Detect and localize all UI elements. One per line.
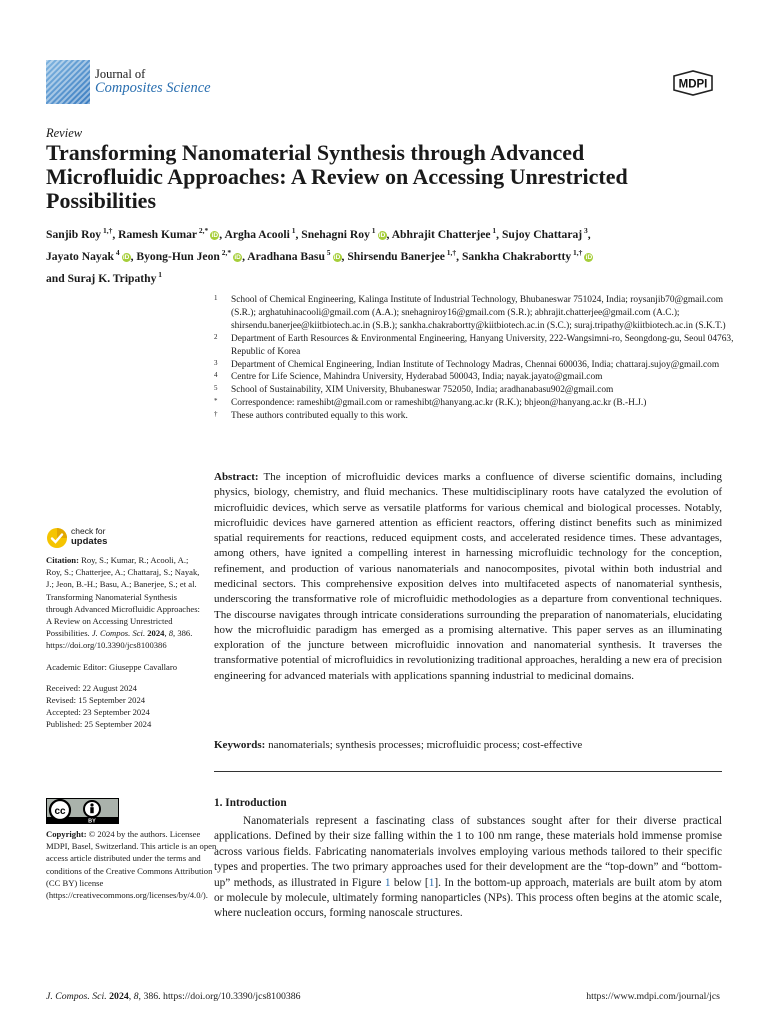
author xyxy=(136,247,242,263)
affiliation-text: Correspondence: rameshibt@gmail.com or rameshibt@hanyang.ac.kr (R.K.); bhjeon@hanyang.ac.kr (B.-H.J.) xyxy=(231,398,647,409)
mdpi-logo-text: MDPI xyxy=(678,78,708,91)
author xyxy=(224,228,295,241)
cc-by-license-icon[interactable] xyxy=(46,798,119,824)
section-divider xyxy=(214,771,722,772)
author-name: Aradhana Basu xyxy=(247,249,325,263)
affiliation-item xyxy=(214,333,734,359)
author-affiliation-mark: 1 xyxy=(490,226,497,235)
keywords-text: nanomaterials; synthesis processes; microfluidic process; cost-effective xyxy=(268,739,583,751)
affiliation-mark: 2 xyxy=(214,332,218,341)
citation-link[interactable]: 1 xyxy=(428,876,435,889)
check-updates-icon xyxy=(46,527,68,549)
author-name: Jayato Nayak xyxy=(46,249,114,263)
author-affiliation-mark: 1 xyxy=(289,226,296,235)
author-affiliation-mark: 1,† xyxy=(444,247,457,257)
author-affiliation-mark: 1,† xyxy=(101,226,113,235)
footer-doi-link[interactable]: , 386. https://doi.org/10.3390/jcs8100386 xyxy=(138,991,301,1002)
affiliation-mark: 1 xyxy=(214,294,218,302)
author-name: Sujoy Chattaraj xyxy=(501,227,583,241)
date-revised: Revised: 15 September 2024 xyxy=(46,695,146,706)
author-affiliation-mark: 2,* xyxy=(219,247,232,257)
author-affiliation-mark: 1 xyxy=(369,226,376,235)
affiliation-item xyxy=(214,359,734,372)
journal-logo-icon xyxy=(46,60,90,104)
keywords xyxy=(214,738,722,753)
affiliation-text: School of Sustainability, XIM University, Bhubaneswar 752050, India; aradhanabasu902@gmail.com xyxy=(231,385,614,396)
figure-link[interactable]: 1 xyxy=(384,876,391,889)
footer-journal-url[interactable]: https://www.mdpi.com/journal/jcs xyxy=(586,991,720,1002)
section-heading-introduction: 1. Introduction xyxy=(214,797,287,809)
affiliation-mark: 5 xyxy=(214,384,218,393)
article-sidebar xyxy=(46,554,201,731)
orcid-icon[interactable]: iD xyxy=(234,253,241,261)
orcid-icon[interactable]: iD xyxy=(378,231,386,239)
intro-paragraph: Nanomaterials represent a fascinating class of substances sought after for their diverse practical applications. Defined by their size falling within the 1 to 100 nm range, these materials hold immense promise across various fields. Fabricating nanomaterials involves employing various methods tailored to their specific types and properties. The two primary approaches used for their development are the “top-down” and “bottom-up” methods, as illustrated in Figure 1 below [1]. In the bottom-up approach, materials are built atom by atom or molecule by molecule, ultimately forming nanoparticles (NPs). This process often begins at the atomic scale, where nucleation occurs, forming nanoscale structures. xyxy=(214,815,723,920)
abstract-label: Abstract: xyxy=(214,471,259,483)
author-name: Snehagni Roy xyxy=(301,227,370,241)
date-accepted: Accepted: 23 September 2024 xyxy=(46,707,150,718)
affiliations xyxy=(214,294,734,423)
author-affiliation-mark: 1,† xyxy=(571,247,583,257)
author xyxy=(461,247,593,263)
journal-name[interactable]: Composites Science xyxy=(95,80,211,96)
author-affiliation-mark: 5 xyxy=(324,247,331,257)
author xyxy=(347,247,457,263)
citation-block: Citation: Roy, S.; Kumar, R.; Acooli, A.; Roy, S.; Chatterjee, A.; Chattaraj, S.; Nayak, J.; Jeon, B.-H.; Basu, A.; Banerjee, S.; et al. Transforming Nanomaterial Synthesis through Advanced Microfluidic Approaches: A Review on Accessing Unrestricted Possibilities. J. Compos. Sci. 2024, 8, 386. https://doi.org/10.3390/jcs8100386 xyxy=(46,555,200,651)
updates-label: updates xyxy=(71,536,108,547)
author xyxy=(46,228,112,241)
author xyxy=(247,247,341,263)
author-name: Ramesh Kumar xyxy=(118,227,198,241)
author-name: Byong-Hun Jeon xyxy=(136,249,220,263)
author xyxy=(46,247,131,263)
orcid-icon[interactable]: iD xyxy=(122,253,130,261)
affiliation-mark: 3 xyxy=(214,358,218,367)
check-for-updates-button[interactable] xyxy=(46,527,126,549)
author-affiliation-mark: 4 xyxy=(113,247,120,257)
affiliation-mark: 4 xyxy=(214,371,218,380)
author xyxy=(67,269,163,285)
author-name: Suraj K. Tripathy xyxy=(67,271,157,285)
author xyxy=(301,228,386,241)
academic-editor: Academic Editor: Giuseppe Cavallaro xyxy=(46,661,178,672)
affiliation-text: School of Chemical Engineering, Kalinga Institute of Industrial Technology, Bhubaneswar 751024, India; roysanjib70@gmail.com (S.R.); arghatuhinacooli@gmail.com (A.A.); snehagniroy16@gmail.com (S.R.); abhrajit.chatterjee@gmail.com (A.C.); shirsendu.banerjee@kiitbiotech.ac.in (S.B.); sankha.chakrabortty@kiitbiotech.ac.in (S.C.); suraj.tripathy@kiitbiotech.ac.in (S.K.T.) xyxy=(231,295,726,331)
mdpi-logo-icon[interactable] xyxy=(666,70,720,96)
journal-of-label: Journal of xyxy=(95,67,146,81)
orcid-icon[interactable]: iD xyxy=(585,253,593,261)
affiliation-item xyxy=(214,410,734,423)
affiliation-text: Department of Earth Resources & Environmental Engineering, Hanyang University, 222-Wangsimni-ro, Seongdong-gu, Seoul 04763, Republic of Korea xyxy=(231,333,734,357)
author-affiliation-mark: 1 xyxy=(156,269,163,279)
date-published: Published: 25 September 2024 xyxy=(46,719,152,730)
affiliation-item xyxy=(214,371,734,384)
affiliation-item xyxy=(214,384,734,397)
doi-link[interactable]: , 386. https://doi.org/10.3390/jcs8100386 xyxy=(46,628,193,651)
footer-citation: J. Compos. Sci. 2024, 8, 386. https://doi.org/10.3390/jcs8100386 xyxy=(46,991,301,1002)
affiliation-text: Centre for Life Science, Mahindra University, Hyderabad 500043, India; nayak.jayato@gmail.com xyxy=(231,372,603,383)
author-name: Argha Acooli xyxy=(224,227,290,241)
orcid-icon[interactable]: iD xyxy=(211,231,219,239)
affiliation-item xyxy=(214,397,734,410)
author-name: Abhrajit Chatterjee xyxy=(391,227,491,241)
affiliation-mark: † xyxy=(214,410,218,419)
author-affiliation-mark: 2,* xyxy=(197,226,209,235)
check-for-label: check for xyxy=(71,526,106,536)
orcid-icon[interactable]: iD xyxy=(333,253,341,261)
author xyxy=(118,228,219,241)
author xyxy=(502,228,588,241)
author-name: Sankha Chakrabortty xyxy=(461,249,572,263)
affiliation-text: Department of Chemical Engineering, Indian Institute of Technology Madras, Chennai 600036, India; chattaraj.sujoy@gmail.com xyxy=(231,359,720,370)
abstract xyxy=(214,470,722,684)
article-title: Transforming Nanomaterial Synthesis through Advanced Microfluidic Approaches: A Review on Accessing Unrestricted Possibilities xyxy=(46,140,628,213)
date-received: Received: 22 August 2024 xyxy=(46,682,137,693)
copyright-notice: Copyright: © 2024 by the authors. Licensee MDPI, Basel, Switzerland. This article is an open access article distributed under the terms and conditions of the Creative Commons Attribution (CC BY) license (https://creativecommons.org/licenses/by/4.0/). xyxy=(46,829,217,901)
author-list: Sanjib Roy $^{1,\dagger}$, Ramesh Kumar $^{2,*}$iD, Argha Acooli $^1$, Snehagni Roy $^1$iD, Abhrajit Chatterjee $^1$, Sujoy Chattaraj $^3$, Jayato Nayak $^4$iD, Byong-Hun Jeon $^{2,*}$iD, Aradhana Basu $^5$iD, Shirsendu Banerjee $^{1,\dagger}$, Sankha Chakrabortty $^{1,\dagger}$iD and Suraj K. Tripathy $^1$ xyxy=(46,226,593,285)
author-name: Sanjib Roy xyxy=(46,227,102,241)
affiliation-mark: * xyxy=(214,397,218,406)
svg-text:cc: cc xyxy=(54,806,66,817)
abstract-text: The inception of microfluidic devices marks a confluence of diverse scientific domains, including physics, biology, chemistry, and fluid mechanics. These multidisciplinary roots have catalyzed the evolution of microfluidic devices, which serve as versatile platforms for various chemical and biological processes. Notably, microfluidic devices have garnered attention as efficient reactors, offering distinct benefits such as minimized spatial requirements for reactions, reduced equipment costs, and accelerated residence times. These advantages, among others, have ignited a compelling interest in harnessing microfluidic technology for the conception, refinement, and production of various nanomaterials and nanocomposites, pivotal within both industrial and medicinal sectors. This comprehensive exposition delves into multifaceted aspects of nanomaterial synthesis, underscoring the transformative role of microfluidic methodologies as a departure from conventional techniques. The discourse navigates through intricate considerations surrounding the preparation of nanomaterials, elucidating how the microfluidic paradigm has emerged as a promising alternative. This paper serves as an illuminating exploration of the juncture between microfluidic innovation and nanomaterial synthesis. It traverses the transformative potential of microfluidics in revolutionizing traditional approaches, heralding a new era of precision engineering for advanced materials with applications spanning industrial to medicinal domains. xyxy=(214,471,722,682)
affiliation-text: These authors contributed equally to this work. xyxy=(231,411,408,422)
affiliation-item xyxy=(214,294,734,333)
author-affiliation-mark: 3 xyxy=(582,226,588,235)
keywords-label: Keywords: xyxy=(214,739,266,751)
article-type: Review xyxy=(46,126,83,140)
author xyxy=(392,228,496,241)
author-name: Shirsendu Banerjee xyxy=(347,249,445,263)
cc-by-label: BY xyxy=(88,818,96,824)
